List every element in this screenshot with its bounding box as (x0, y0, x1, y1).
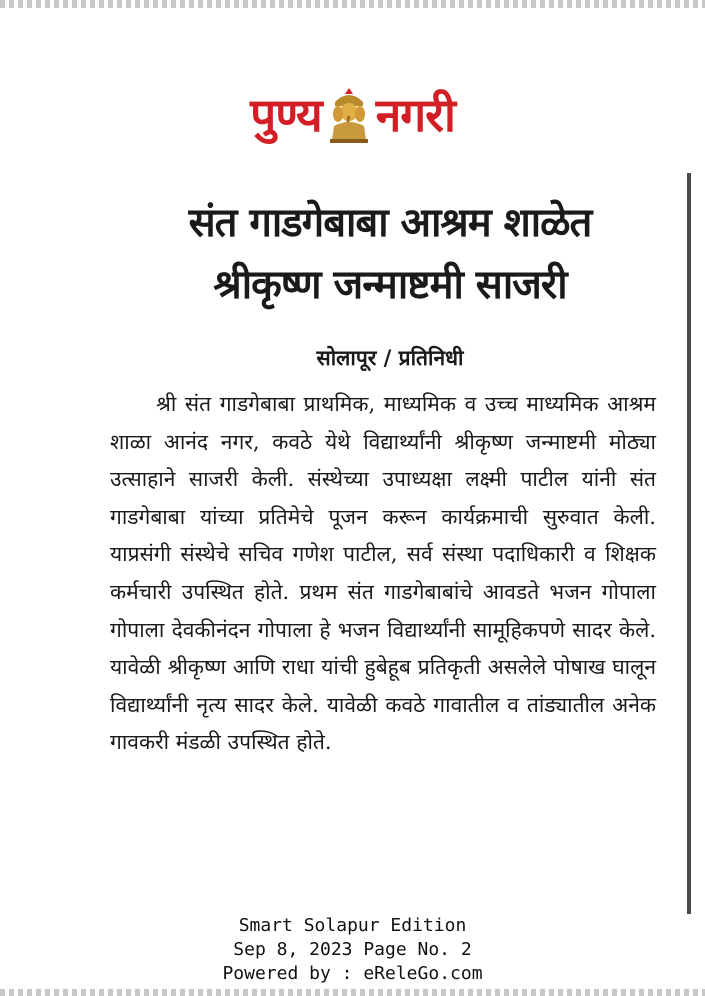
column-rule (687, 173, 691, 914)
masthead (0, 80, 705, 150)
ganesha-emblem-icon (326, 86, 372, 144)
masthead-word-left: पुण्य (250, 88, 322, 142)
article-dateline: सोलापूर / प्रतिनिधी (316, 346, 464, 370)
bottom-dotted-border (0, 989, 705, 996)
edition-footer (0, 914, 705, 986)
article-body: श्री संत गाडगेबाबा प्राथमिक, माध्यमिक व उच्च माध्यमिक आश्रम शाळा आनंद नगर, कवठे येथे विद्यार्थ्यांनी श्रीकृष्ण जन्माष्टमी मोठ्या उत्साहाने साजरी केली. संस्थेच्या उपाध्यक्षा लक्ष्मी पाटील यांनी संत गाडगेबाबा यांच्या प्रतिमेचे पूजन करून कार्यक्रमाची सुरुवात केली. याप्रसंगी संस्थेचे सचिव गणेश पाटील, सर्व संस्था पदाधिकारी व शिक्षक कर्मचारी उपस्थित होते. प्रथम संत गाडगेबाबांचे आवडते भजन गोपाला गोपाला देवकीनंदन गोपाला हे भजन विद्यार्थ्यांनी सामूहिकपणे सादर केले. यावेळी श्रीकृष्ण आणि राधा यांची हुबेहूब प्रतिकृती असलेले पोषाख घालून विद्यार्थ्यांनी नृत्य सादर केले. यावेळी कवठे गावातील व तांड्यातील अनेक गावकरी मंडळी उपस्थित होते. (110, 392, 656, 755)
footer-powered-by: Powered by : eReleGo.com (222, 963, 483, 984)
footer-edition: Smart Solapur Edition (238, 915, 467, 936)
article-headline (110, 192, 670, 316)
masthead-word-right: नगरी (375, 88, 455, 142)
footer-date-page: Sep 8, 2023 Page No. 2 (233, 939, 472, 960)
headline-line-2: श्रीकृष्ण जन्माष्टमी साजरी (213, 262, 567, 308)
headline-line-1: संत गाडगेबाबा आश्रम शाळेत (188, 200, 592, 246)
